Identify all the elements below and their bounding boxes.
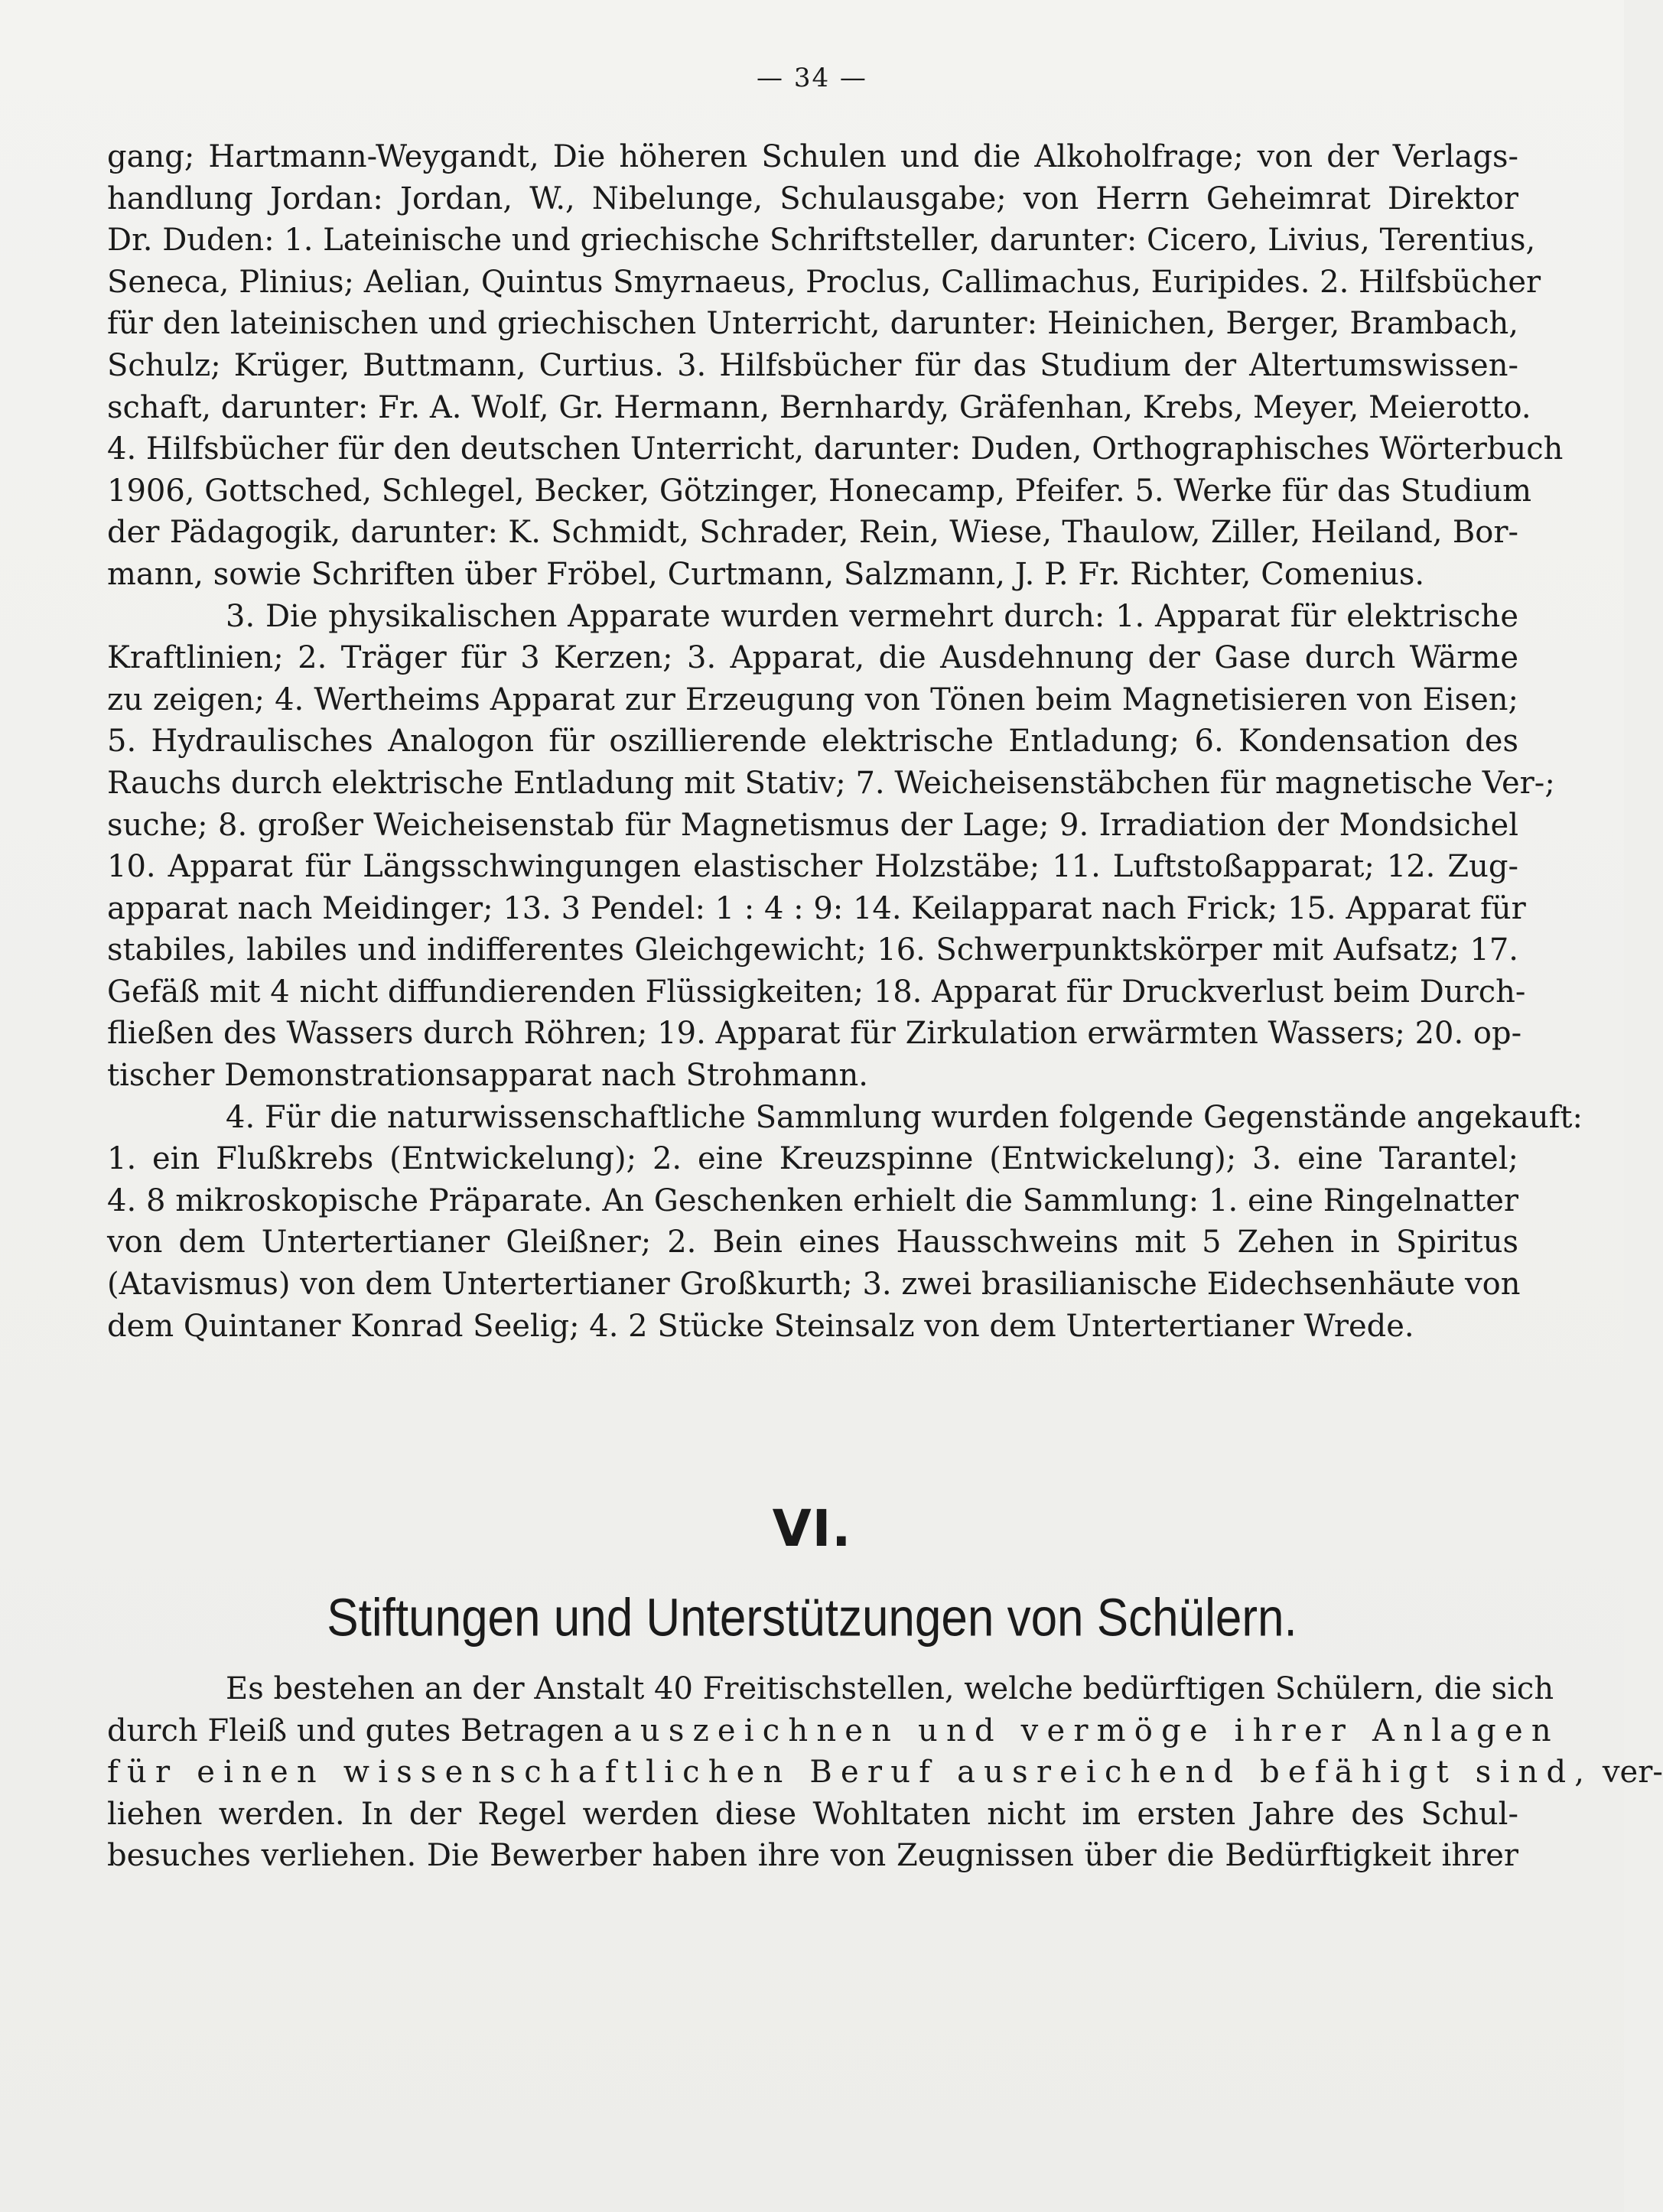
text-line: Kraftlinien; 2. Träger für 3 Kerzen; 3. Apparat, die Ausdehnung der Gase durch Wärme xyxy=(107,640,1518,676)
section-title: Stiftungen und Unterstützungen von Schülern. xyxy=(327,1589,1297,1648)
text-line: (Atavismus) von dem Untertertianer Großkurth; 3. zwei brasilianische Eidechsenhäute von xyxy=(107,1267,1521,1303)
text-line: Dr. Duden: 1. Lateinische und griechische Schriftsteller, darunter: Cicero, Livius, Terentius, xyxy=(107,223,1536,259)
text-line: 10. Apparat für Längsschwingungen elastischer Holzstäbe; 11. Luftstoßapparat; 12. Zug- xyxy=(107,849,1518,885)
paragraph-start-line: 4. Für die naturwissenschaftliche Sammlung wurden folgende Gegenstände angekauft: xyxy=(226,1099,1583,1135)
text-line: mann, sowie Schriften über Fröbel, Curtmann, Salzmann, J. P. Fr. Richter, Comenius. xyxy=(107,556,1425,592)
text-line: fließen des Wassers durch Röhren; 19. Apparat für Zirkulation erwärmten Wassers; 20. op- xyxy=(107,1016,1522,1052)
text-line: Seneca, Plinius; Aelian, Quintus Smyrnaeus, Proclus, Callimachus, Euripides. 2. Hilfsbücher xyxy=(107,264,1541,300)
page-number: — 34 — xyxy=(757,63,867,93)
text-line: Gefäß mit 4 nicht diffundierenden Flüssigkeiten; 18. Apparat für Druckverlust beim Durch- xyxy=(107,974,1526,1010)
text-line xyxy=(107,1752,1663,1794)
text-line: tischer Demonstrationsapparat nach Strohmann. xyxy=(107,1058,868,1094)
text-line: suche; 8. großer Weicheisenstab für Magnetismus der Lage; 9. Irradiation der Mondsichel xyxy=(107,807,1518,843)
continued-text-block xyxy=(107,136,1583,1347)
text-line: schaft, darunter: Fr. A. Wolf, Gr. Hermann, Bernhardy, Gräfenhan, Krebs, Meyer, Meierotto. xyxy=(107,389,1531,425)
spaced-emphasis: auszeichnen und vermöge ihrer Anlagen xyxy=(613,1713,1560,1748)
text-line: 1. ein Flußkrebs (Entwickelung); 2. eine Kreuzspinne (Entwickelung); 3. eine Tarantel; xyxy=(107,1141,1518,1177)
text-line: für den lateinischen und griechischen Unterricht, darunter: Heinichen, Berger, Brambach, xyxy=(107,306,1518,342)
section-text-block xyxy=(107,1668,1663,1877)
text-line: besuches verliehen. Die Bewerber haben ihre von Zeugnissen über die Bedürftigkeit ihrer xyxy=(107,1838,1518,1874)
text-line: liehen werden. In der Regel werden diese Wohltaten nicht im ersten Jahre des Schul- xyxy=(107,1796,1518,1832)
text-line: Rauchs durch elektrische Entladung mit Stativ; 7. Weicheisenstäbchen für magnetische Ver-; xyxy=(107,765,1555,801)
text-line: 1906, Gottsched, Schlegel, Becker, Götzinger, Honecamp, Pfeifer. 5. Werke für das Studium xyxy=(107,473,1532,509)
paragraph-start-line: Es bestehen an der Anstalt 40 Freitischstellen, welche bedürftigen Schülern, die sich xyxy=(226,1671,1554,1706)
text-line: zu zeigen; 4. Wertheims Apparat zur Erzeugung von Tönen beim Magnetisieren von Eisen; xyxy=(107,681,1518,717)
text-line: 5. Hydraulisches Analogon für oszillierende elektrische Entladung; 6. Kondensation des xyxy=(107,724,1518,760)
text-line xyxy=(107,1710,1560,1752)
text-line: von dem Untertertianer Gleißner; 2. Bein eines Hausschweins mit 5 Zehen in Spiritus xyxy=(107,1225,1518,1261)
text-run: durch Fleiß und gutes Betragen xyxy=(107,1713,613,1748)
text-line: apparat nach Meidinger; 13. 3 Pendel: 1 : 4 : 9: 14. Keilapparat nach Frick; 15. Apparat für xyxy=(107,890,1526,926)
spaced-emphasis: für einen wissenschaftlichen Beruf ausreichend befähigt sind, xyxy=(107,1755,1593,1791)
text-line: stabiles, labiles und indifferentes Gleichgewicht; 16. Schwerpunktskörper mit Aufsatz; 17. xyxy=(107,932,1518,968)
section-numeral: VI. xyxy=(772,1499,852,1558)
text-line: 4. Hilfsbücher für den deutschen Unterricht, darunter: Duden, Orthographisches Wörterbuch xyxy=(107,431,1564,467)
text-line: der Pädagogik, darunter: K. Schmidt, Schrader, Rein, Wiese, Thaulow, Ziller, Heiland, Bor- xyxy=(107,515,1518,551)
text-line: 4. 8 mikroskopische Präparate. An Geschenken erhielt die Sammlung: 1. eine Ringelnatter xyxy=(107,1182,1518,1218)
text-line: handlung Jordan: Jordan, W., Nibelunge, Schulausgabe; von Herrn Geheimrat Direktor xyxy=(107,181,1518,216)
text-line: dem Quintaner Konrad Seelig; 4. 2 Stücke Steinsalz von dem Untertertianer Wrede. xyxy=(107,1308,1414,1344)
text-run: ver- xyxy=(1593,1755,1663,1791)
paragraph-start-line: 3. Die physikalischen Apparate wurden vermehrt durch: 1. Apparat für elektrische xyxy=(226,598,1518,634)
text-line: gang; Hartmann-Weygandt, Die höheren Schulen und die Alkoholfrage; von der Verlags- xyxy=(107,139,1518,174)
text-line: Schulz; Krüger, Buttmann, Curtius. 3. Hilfsbücher für das Studium der Altertumswissen- xyxy=(107,347,1518,383)
